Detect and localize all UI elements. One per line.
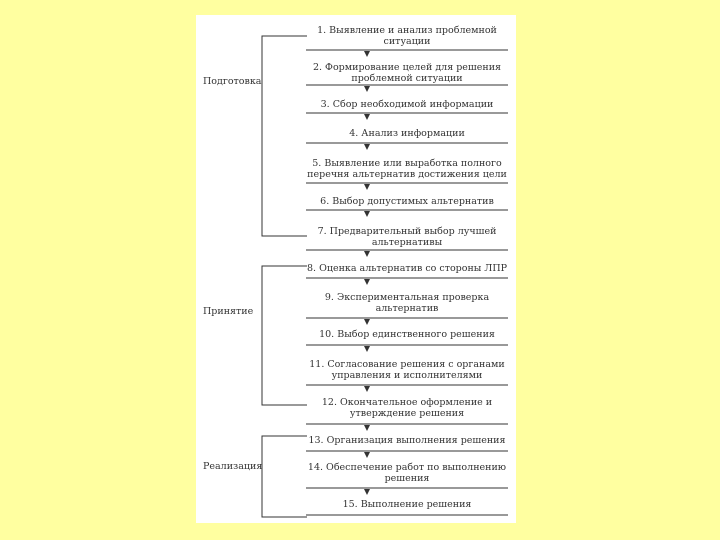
step-6: 6. Выбор допустимых альтернатив xyxy=(320,196,494,207)
step-11: 11. Согласование решения с органами управления и исполнителями xyxy=(309,359,505,381)
step-14: 14. Обеспечение работ по выполнению решения xyxy=(307,462,507,484)
arrow-down-icon xyxy=(364,346,370,352)
step-4: 4. Анализ информации xyxy=(349,128,465,139)
step-3: 3. Сбор необходимой информации xyxy=(320,99,494,110)
arrow-down-icon xyxy=(364,211,370,217)
arrow-down-icon xyxy=(364,386,370,392)
arrow-down-icon xyxy=(364,144,370,150)
step-5: 5. Выявление или выработка полного перечня альтернатив достижения цели xyxy=(307,158,507,180)
step-2: 2. Формирование целей для решения проблемной ситуации xyxy=(312,62,502,84)
bracket-implementation xyxy=(262,436,307,517)
step-10: 10. Выбор единственного решения xyxy=(319,329,495,340)
bracket-preparation xyxy=(262,36,307,236)
step-13: 13. Организация выполнения решения xyxy=(308,435,506,446)
arrow-down-icon xyxy=(364,184,370,190)
arrow-down-icon xyxy=(364,319,370,325)
step-8: 8. Оценка альтернатив со стороны ЛПР xyxy=(306,263,507,274)
step-15: 15. Выполнение решения xyxy=(342,499,472,510)
arrow-down-icon xyxy=(364,489,370,495)
step-12: 12. Окончательное оформление и утверждение решения xyxy=(321,397,493,419)
step-1: 1. Выявление и анализ проблемной ситуации xyxy=(317,25,497,47)
arrow-down-icon xyxy=(364,86,370,92)
arrow-down-icon xyxy=(364,51,370,57)
step-7: 7. Предварительный выбор лучшей альтернативы xyxy=(317,226,497,248)
arrow-down-icon xyxy=(364,452,370,458)
stage-label-implementation: Реализация xyxy=(203,461,263,472)
arrow-down-icon xyxy=(364,114,370,120)
stage-label-adoption: Принятие xyxy=(203,306,254,317)
arrow-down-icon xyxy=(364,425,370,431)
arrow-down-icon xyxy=(364,279,370,285)
bracket-adoption xyxy=(262,266,307,405)
arrow-down-icon xyxy=(364,251,370,257)
stage-label-preparation: Подготовка xyxy=(203,76,262,87)
step-9: 9. Экспериментальная проверка альтернатив xyxy=(324,292,490,314)
